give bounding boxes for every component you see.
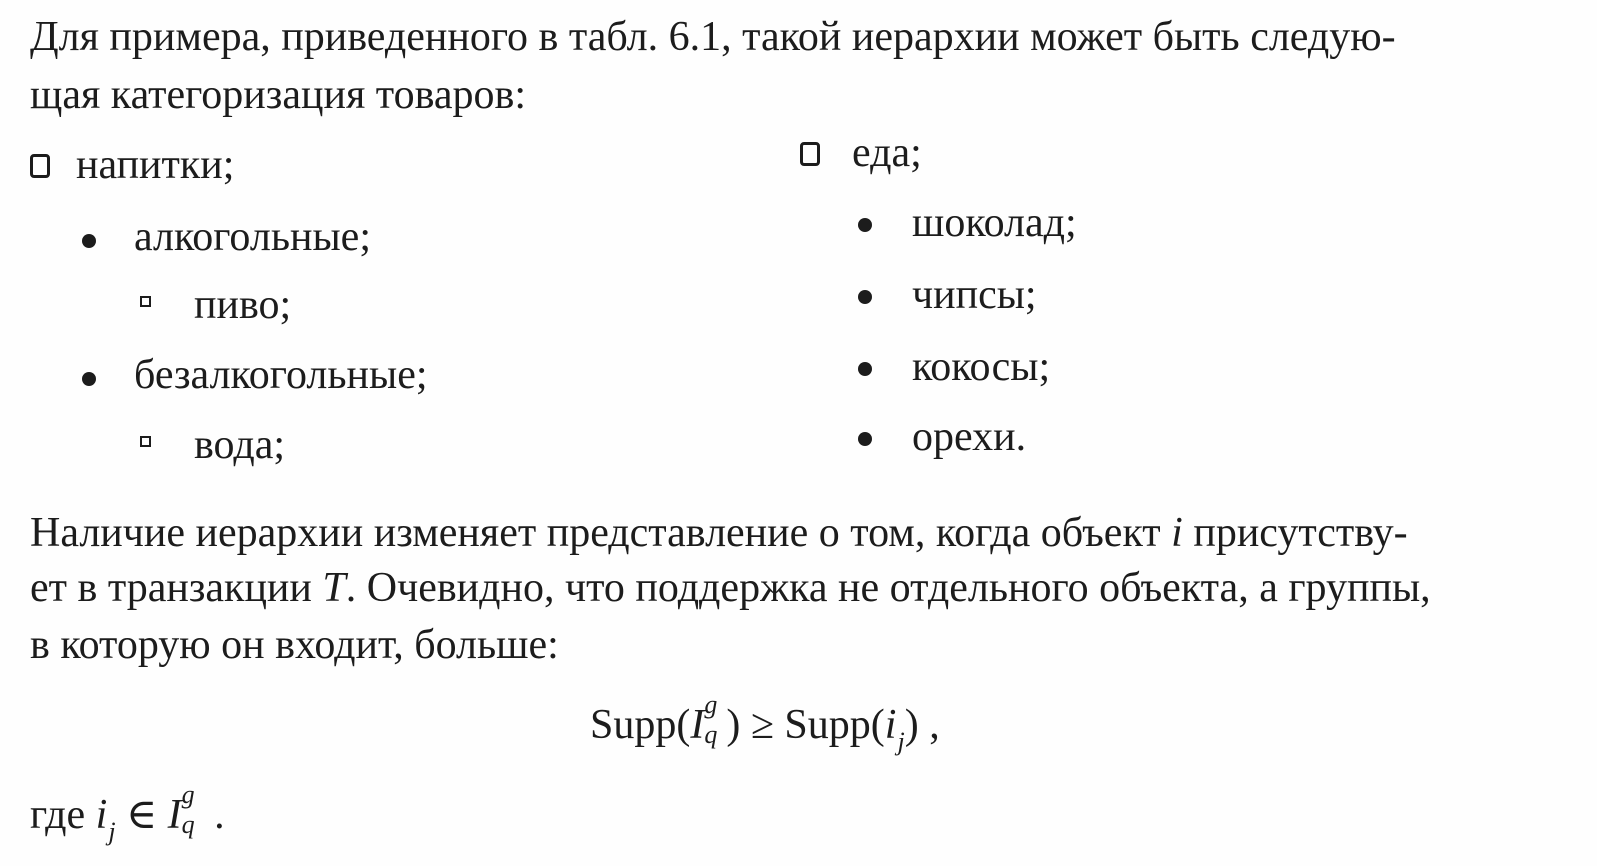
text-segment: . Очевидно, что поддержка не отдельного объекта, а группы, (345, 565, 1431, 611)
subscript-j: j (108, 817, 116, 846)
support-inequality-formula (590, 690, 940, 756)
formula-geq: ≥ (740, 702, 785, 748)
paragraph-1-line-2: щая категоризация товаров: (30, 72, 527, 118)
text-segment: ет в транзакции (30, 565, 312, 611)
item-nuts: орехи. (912, 414, 1027, 460)
variable-T: T (322, 565, 346, 611)
where-sup-sub (181, 780, 204, 839)
subcategory-non-alcoholic: безалкогольные; (134, 352, 428, 398)
item-chocolate: шоколад; (912, 200, 1077, 246)
bullet-dot-icon (858, 218, 872, 232)
bullet-dot-icon (858, 290, 872, 304)
where-set-I: I (167, 792, 182, 838)
superscript-g: g (704, 690, 718, 719)
category-drinks: напитки; (76, 142, 235, 188)
formula-set-I: I (690, 702, 705, 748)
bullet-dot-icon (82, 234, 96, 248)
where-clause (30, 780, 225, 846)
paragraph-2-line-3: в которую он входит, больше: (30, 622, 559, 668)
square-bullet-icon (140, 436, 151, 447)
checkbox-bullet-icon (30, 154, 50, 178)
paragraph-2-line-2 (30, 563, 1431, 613)
variable-i: i (1171, 510, 1183, 556)
subscript-q: q (181, 810, 195, 839)
item-chips: чипсы; (912, 272, 1037, 318)
element-of-symbol: ∈ (115, 792, 168, 838)
item-beer: пиво; (194, 282, 292, 328)
subscript-j: j (897, 727, 905, 756)
formula-supp: Supp( (590, 702, 691, 748)
text-segment: присутству- (1193, 510, 1408, 556)
item-coconuts: кокосы; (912, 344, 1051, 390)
category-food: еда; (852, 130, 922, 176)
period: . (203, 792, 225, 838)
checkbox-bullet-icon (800, 142, 820, 166)
paragraph-1-line-1: Для примера, приведенного в табл. 6.1, такой иерархии может быть следую- (30, 14, 1396, 60)
item-water: вода; (194, 422, 286, 468)
formula-comma: , (918, 702, 940, 748)
formula-sup-sub (704, 690, 726, 749)
where-word: где (30, 792, 96, 838)
formula-var-i: i (884, 702, 897, 748)
subscript-q: q (704, 720, 718, 749)
bullet-dot-icon (858, 432, 872, 446)
where-var-i: i (95, 792, 108, 838)
subcategory-alcoholic: алкогольные; (134, 214, 371, 260)
bullet-dot-icon (82, 372, 96, 386)
square-bullet-icon (140, 296, 151, 307)
text-segment: Наличие иерархии изменяет представление о том, когда объект (30, 510, 1161, 556)
bullet-dot-icon (858, 362, 872, 376)
paragraph-2-line-1 (30, 508, 1408, 558)
formula-paren: ) (904, 702, 919, 748)
formula-supp: Supp( (784, 702, 885, 748)
formula-paren: ) (726, 702, 741, 748)
superscript-g: g (181, 780, 195, 809)
